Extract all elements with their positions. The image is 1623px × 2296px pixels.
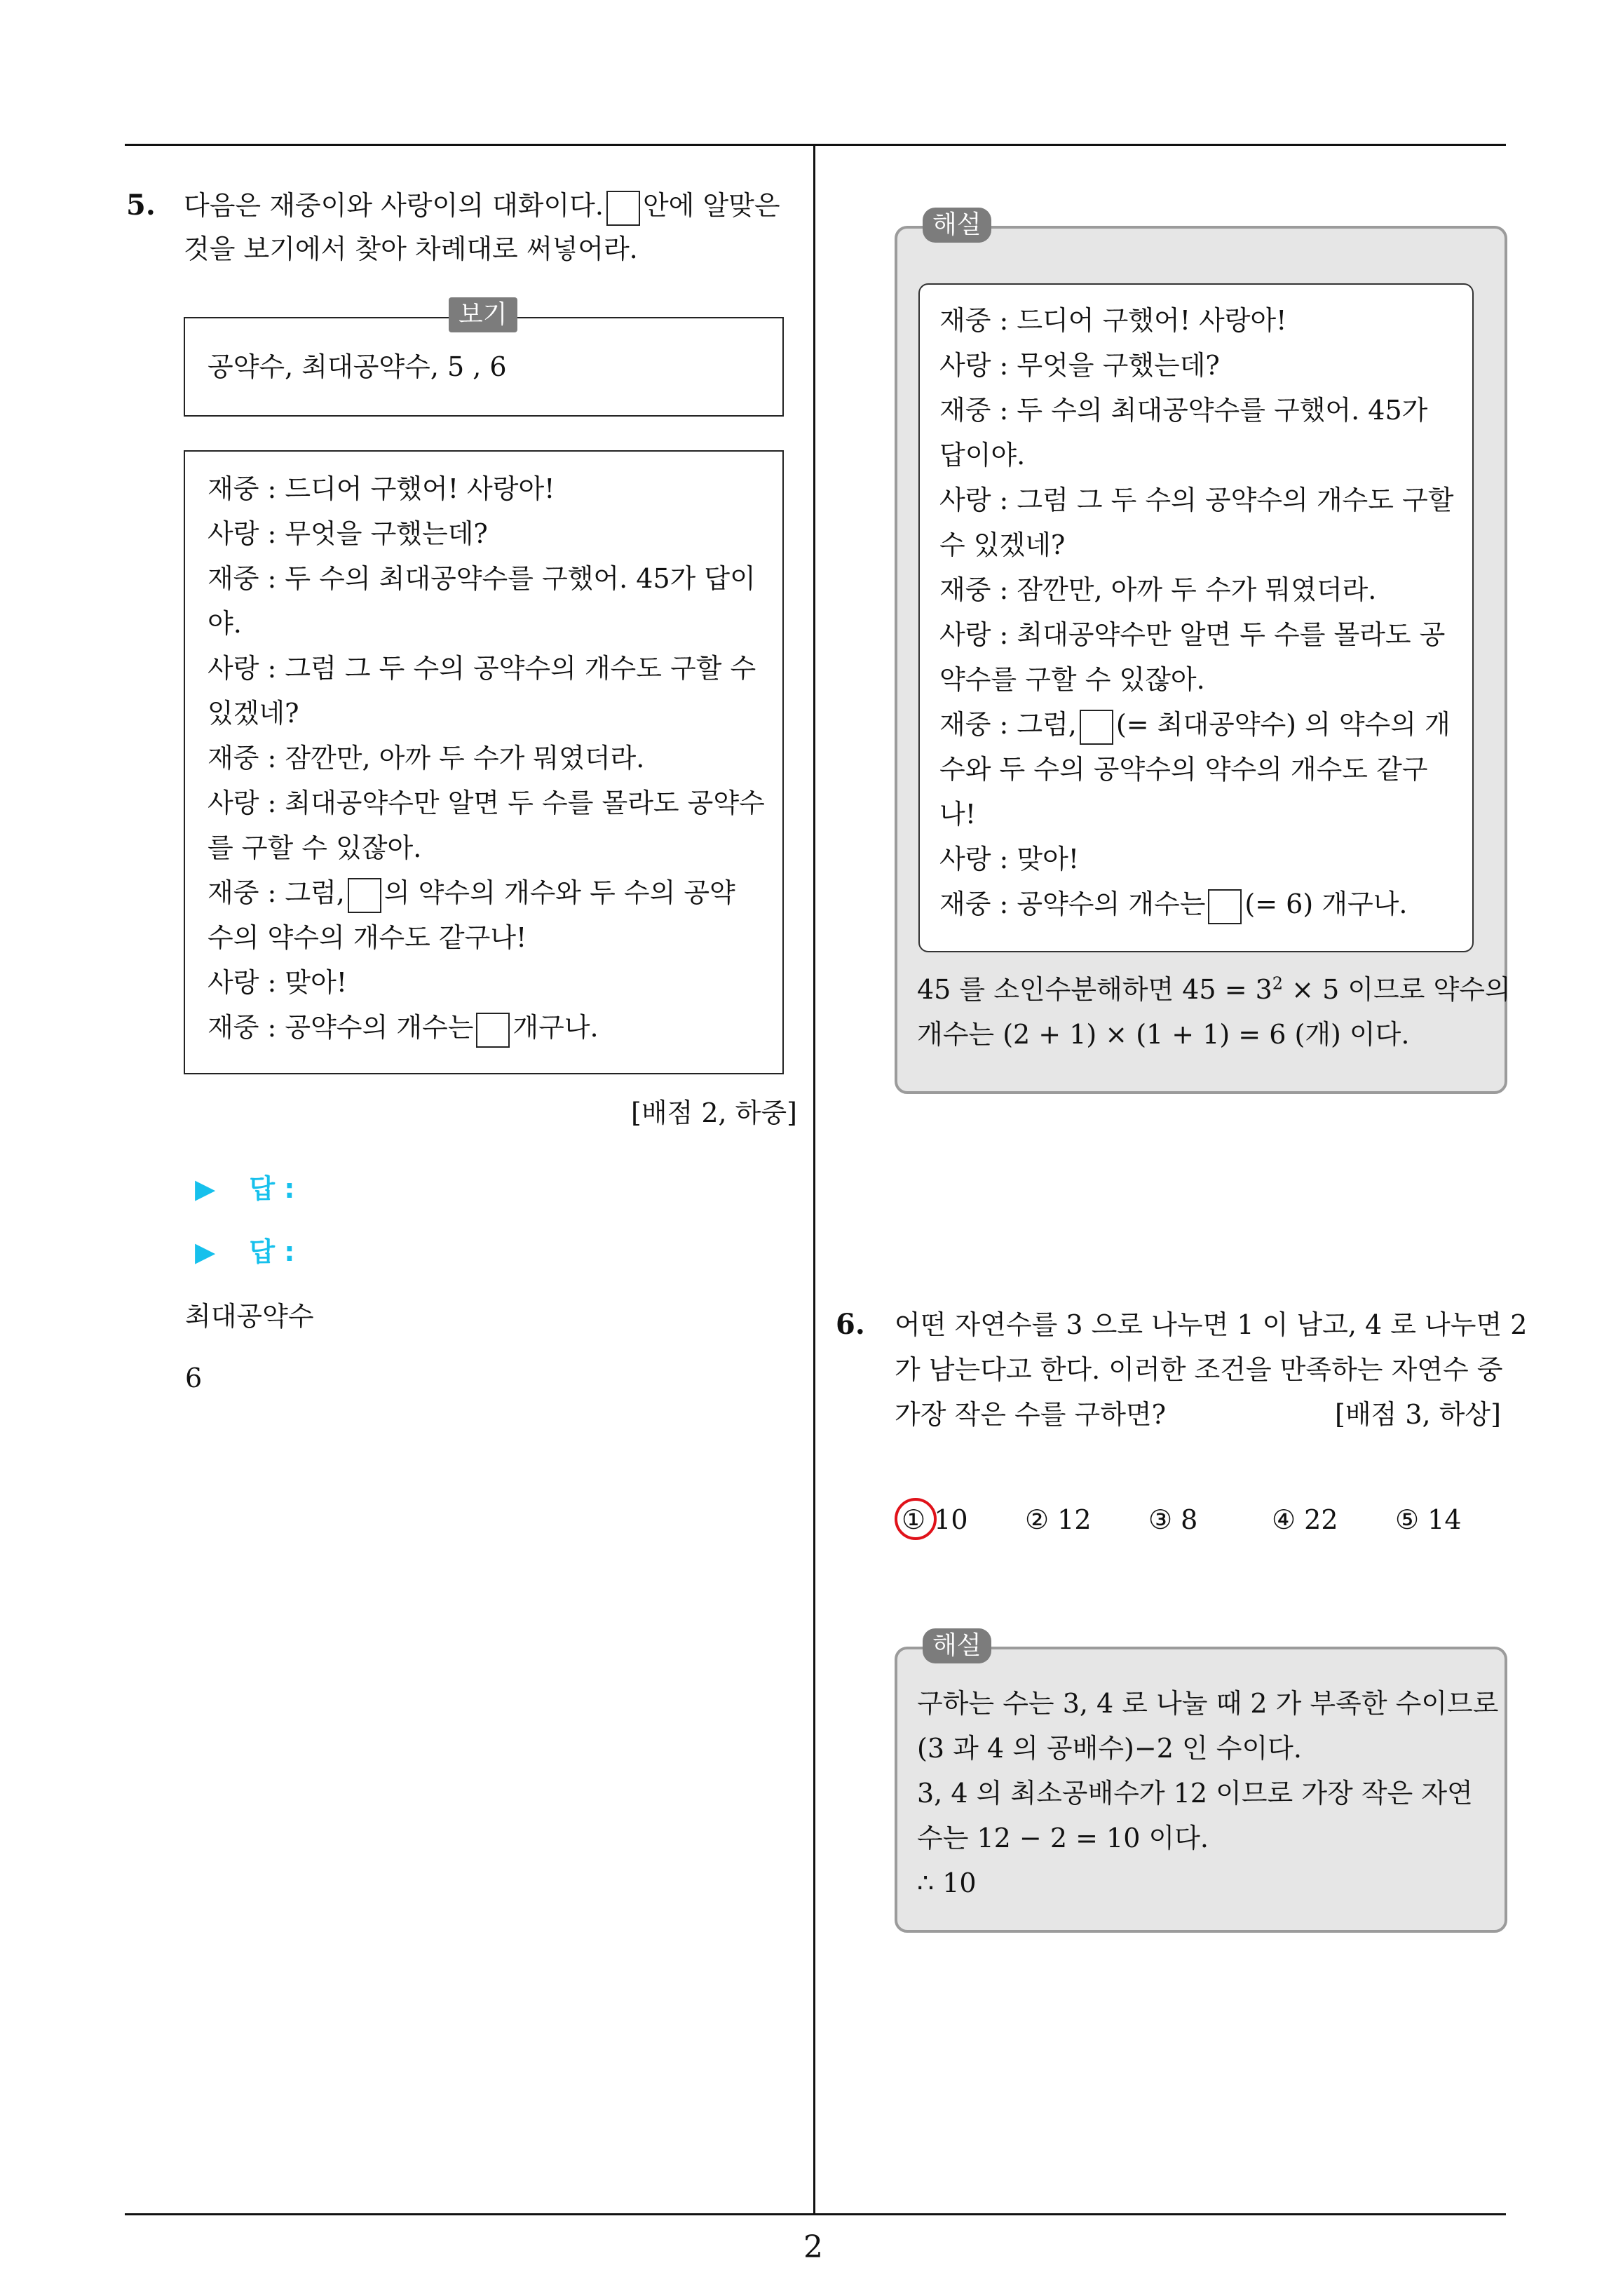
- choice-5[interactable]: ⑤ 14: [1395, 1504, 1462, 1535]
- page-number: 2: [803, 2229, 823, 2265]
- dialogue-line: 사랑 : 최대공약수만 알면 두 수를 몰라도 공약수: [208, 788, 765, 818]
- dialogue-line: 수의 약수의 개수도 같구나!: [208, 922, 527, 953]
- dialogue-line: 를 구할 수 있잖아.: [208, 832, 422, 863]
- question-5-prompt-part-a: 다음은 재중이와 사랑이의 대화이다.: [184, 190, 604, 221]
- solution-dialogue-line: 나!: [939, 799, 976, 830]
- solution-dialogue-line: 약수를 구할 수 있잖아.: [939, 664, 1205, 695]
- solution-dialogue-line: 수와 두 수의 공약수의 약수의 개수도 같구: [939, 754, 1428, 785]
- choice-1[interactable]: ① 10: [902, 1504, 968, 1535]
- question-5-prompt-part-b: 안에 알맞은: [642, 190, 780, 221]
- solution-q6-line: ∴ 10: [917, 1868, 977, 1898]
- dialogue-line: 사랑 : 맞아!: [208, 967, 348, 998]
- dialogue-text: 재중 : 공약수의 개수는: [208, 1012, 474, 1043]
- question-5-number: 5.: [126, 189, 156, 222]
- dialogue-line: 재중 : 잠깐만, 아까 두 수가 뭐였더라.: [208, 743, 645, 774]
- question-6-number: 6.: [836, 1308, 865, 1341]
- solution-dialogue-text: 재중 : 공약수의 개수는: [939, 889, 1206, 919]
- solution-dialogue-text: 재중 : 그럼,: [939, 709, 1077, 740]
- question-6-score: [배점 3, 하상]: [1335, 1399, 1501, 1430]
- dialogue-line: 있겠네?: [208, 698, 299, 729]
- top-rule: [125, 144, 1506, 146]
- choice-4[interactable]: ④ 22: [1272, 1504, 1338, 1535]
- blank-box: [348, 878, 381, 913]
- dialogue-line: 사랑 : 그럼 그 두 수의 공약수의 개수도 구할 수: [208, 653, 756, 684]
- choice-3[interactable]: ③ 8: [1148, 1504, 1198, 1535]
- solution-dialogue-line: 재중 : 두 수의 최대공약수를 구했어. 45가: [939, 395, 1428, 426]
- dialogue-line: [208, 875, 735, 913]
- bogi-text: 공약수, 최대공약수, 5 , 6: [208, 351, 507, 382]
- blank-box: [606, 191, 640, 226]
- solution-q6-line: (3 과 4 의 공배수)−2 인 수이다.: [917, 1733, 1302, 1764]
- solution-note-line1: [917, 972, 1511, 1007]
- dialogue-text: 의 약수의 개수와 두 수의 공약: [383, 877, 735, 908]
- solution-note-text: 45 를 소인수분해하면 45 = 3: [917, 974, 1272, 1005]
- solution-tag-q5: 해설: [923, 208, 991, 243]
- answer-label: 답 :: [249, 1173, 295, 1204]
- solution-tag-q6: 해설: [923, 1628, 991, 1663]
- answer-value-1: 최대공약수: [185, 1301, 314, 1332]
- choice-2[interactable]: ② 12: [1025, 1504, 1092, 1535]
- answer-row-1: [195, 1171, 294, 1206]
- question-6-prompt-line2: 가 남는다고 한다. 이러한 조건을 만족하는 자연수 중: [895, 1354, 1503, 1385]
- solution-q6-line: 3, 4 의 최소공배수가 12 이므로 가장 작은 자연: [917, 1778, 1473, 1809]
- question-5-prompt-line1: [184, 188, 780, 226]
- answer-value-2: 6: [185, 1363, 203, 1393]
- solution-dialogue-line: 사랑 : 그럼 그 두 수의 공약수의 개수도 구할: [939, 485, 1454, 515]
- solution-q6-line: 구하는 수는 3, 4 로 나눌 때 2 가 부족한 수이므로: [917, 1688, 1499, 1719]
- solution-dialogue-line: 재중 : 잠깐만, 아까 두 수가 뭐였더라.: [939, 574, 1377, 605]
- dialogue-line: [208, 1010, 599, 1048]
- blank-box: [1080, 710, 1113, 745]
- solution-dialogue-line: 수 있겠네?: [939, 529, 1066, 560]
- dialogue-text: 개구나.: [512, 1012, 599, 1043]
- selected-answer-circle-icon: [895, 1498, 937, 1540]
- solution-q6-line: 수는 12 − 2 = 10 이다.: [917, 1823, 1209, 1853]
- answer-arrow-icon: ▶: [195, 1236, 216, 1267]
- solution-dialogue-line: 재중 : 드디어 구했어! 사랑아!: [939, 305, 1287, 336]
- solution-dialogue-line: 사랑 : 무엇을 구했는데?: [939, 350, 1220, 381]
- column-divider: [813, 144, 815, 2215]
- bottom-rule: [125, 2213, 1506, 2215]
- answer-label: 답 :: [249, 1236, 295, 1267]
- question-5-prompt-line2: 것을 보기에서 찾아 차례대로 써넣어라.: [184, 234, 638, 264]
- dialogue-line: 야.: [208, 608, 242, 639]
- blank-box: [1208, 889, 1242, 924]
- solution-note-text: × 5 이므로 약수의: [1283, 974, 1511, 1005]
- dialogue-text: 재중 : 그럼,: [208, 877, 345, 908]
- solution-dialogue-line: 답이야.: [939, 440, 1026, 471]
- dialogue-line: 사랑 : 무엇을 구했는데?: [208, 518, 488, 549]
- question-6-prompt-line3: 가장 작은 수를 구하면?: [895, 1399, 1166, 1430]
- dialogue-line: 재중 : 드디어 구했어! 사랑아!: [208, 473, 555, 504]
- solution-note-exponent: 2: [1272, 973, 1284, 994]
- bogi-tag: 보기: [449, 297, 517, 332]
- solution-note-line2: 개수는 (2 + 1) × (1 + 1) = 6 (개) 이다.: [917, 1019, 1410, 1050]
- solution-dialogue-line: [939, 707, 1451, 745]
- question-6-prompt-line1: 어떤 자연수를 3 으로 나누면 1 이 남고, 4 로 나누면 2: [895, 1309, 1528, 1340]
- solution-dialogue-text: (= 6) 개구나.: [1244, 889, 1408, 919]
- question-5-score: [배점 2, 하중]: [631, 1098, 797, 1128]
- solution-dialogue-line: 사랑 : 맞아!: [939, 844, 1080, 874]
- solution-dialogue-text: (= 최대공약수) 의 약수의 개: [1115, 709, 1451, 740]
- blank-box: [476, 1013, 510, 1048]
- solution-dialogue-line: [939, 886, 1407, 924]
- answer-row-2: [195, 1234, 294, 1269]
- solution-dialogue-line: 사랑 : 최대공약수만 알면 두 수를 몰라도 공: [939, 619, 1446, 650]
- dialogue-line: 재중 : 두 수의 최대공약수를 구했어. 45가 답이: [208, 563, 756, 594]
- answer-arrow-icon: ▶: [195, 1173, 216, 1204]
